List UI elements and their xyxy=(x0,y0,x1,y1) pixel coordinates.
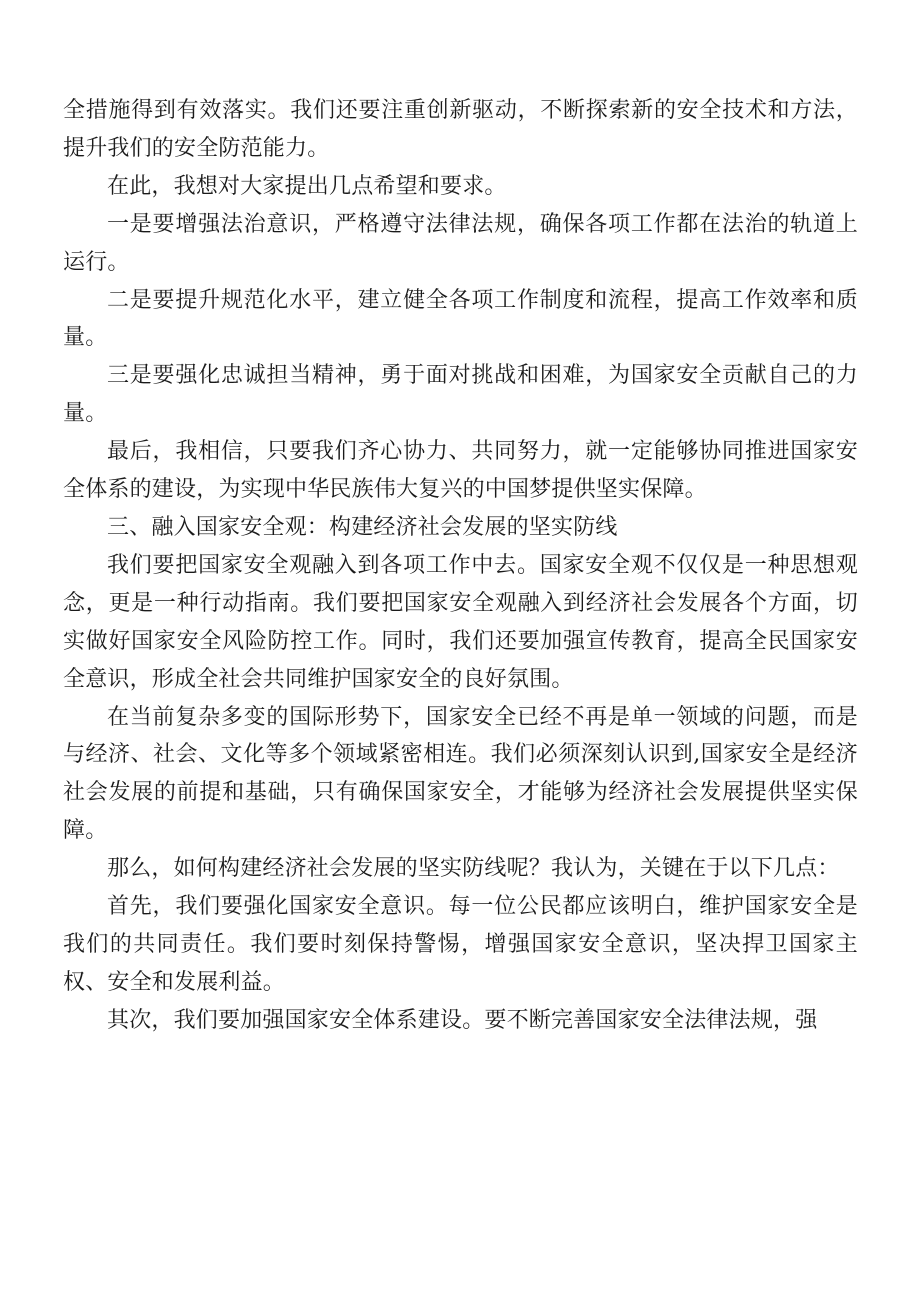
section-heading: 三、融入国家安全观：构建经济社会发展的坚实防线 xyxy=(107,514,618,540)
document-body xyxy=(63,92,858,1040)
paragraph-8: 我们要把国家安全观融入到各项工作中去。国家安全观不仅仅是一种思想观念，更是一种行动指南。我们要把国家安全观融入到经济社会发展各个方面，切实做好国家安全风险防控工作。同时，我们还要加强宣传教育，提高全民国家安全意识，形成全社会共同维护国家安全的良好氛围。 xyxy=(63,552,858,692)
paragraph-10: 那么，如何构建经济社会发展的坚实防线呢？我认为，关键在于以下几点： xyxy=(107,856,840,882)
paragraph-6: 最后，我相信，只要我们齐心协力、共同努力，就一定能够协同推进国家安全体系的建设，为实现中华民族伟大复兴的中国梦提供坚实保障。 xyxy=(63,439,858,503)
paragraph-5: 三是要强化忠诚担当精神，勇于面对挑战和困难，为国家安全贡献自己的力量。 xyxy=(63,363,858,427)
paragraph-11: 首先，我们要强化国家安全意识。每一位公民都应该明白，维护国家安全是我们的共同责任。我们要时刻保持警惕，增强国家安全意识，坚决捍卫国家主权、安全和发展利益。 xyxy=(63,894,858,995)
paragraph-9: 在当前复杂多变的国际形势下，国家安全已经不再是单一领域的问题，而是与经济、社会、文化等多个领域紧密相连。我们必须深刻认识到,国家安全是经济社会发展的前提和基础，只有确保国家安全，才能够为经济社会发展提供坚实保障。 xyxy=(63,704,858,844)
paragraph-2: 在此，我想对大家提出几点希望和要求。 xyxy=(107,173,507,199)
paragraph-3: 一是要增强法治意识，严格遵守法律法规，确保各项工作都在法治的轨道上运行。 xyxy=(63,211,858,275)
paragraph-1: 全措施得到有效落实。我们还要注重创新驱动，不断探索新的安全技术和方法，提升我们的安全防范能力。 xyxy=(63,98,858,161)
paragraph-4: 二是要提升规范化水平，建立健全各项工作制度和流程，提高工作效率和质量。 xyxy=(63,287,858,351)
paragraph-12: 其次，我们要加强国家安全体系建设。要不断完善国家安全法律法规，强 xyxy=(107,1007,818,1033)
